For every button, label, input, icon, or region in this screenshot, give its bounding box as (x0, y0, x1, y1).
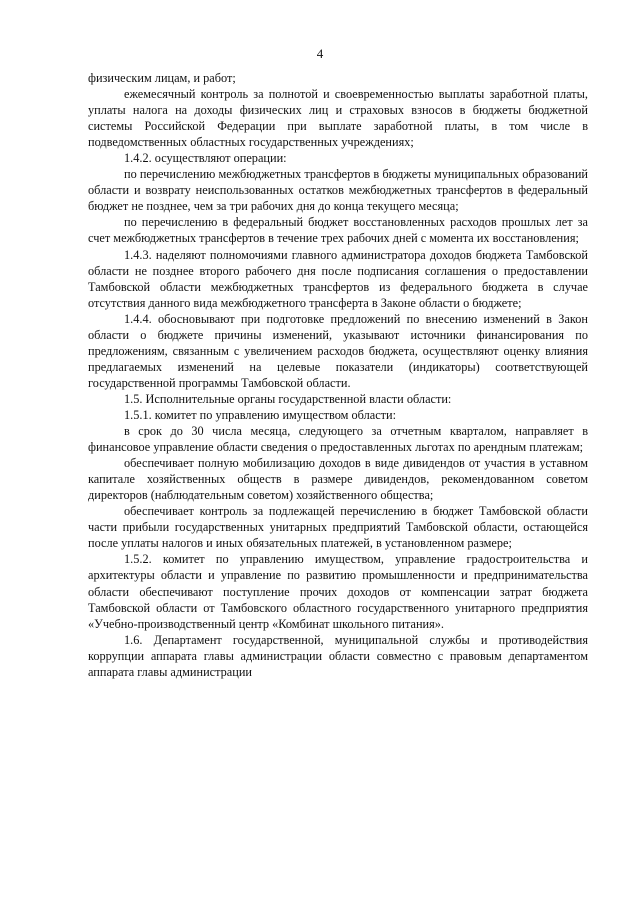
paragraph: физическим лицам, и работ; (88, 71, 236, 85)
paragraph: по перечислению в федеральный бюджет восстановленных расходов прошлых лет за счет межбюджетных трансфертов в течение трех рабочих дней с момента их восстановления; (88, 215, 588, 246)
paragraph: 1.6. Департамент государственной, муниципальной службы и противодействия коррупции аппарата главы администрации области совместно с правовым департаментом аппарата главы администрации (88, 632, 588, 679)
paragraph: 1.4.3. наделяют полномочиями главного администратора доходов бюджета Тамбовской области не позднее второго рабочего дня после подписания соглашения о предоставлении Тамбовской области межбюджетных трансфертов из федерального бюджета в случае отсутствия данного вида межбюджетного трансферта в Законе области о бюджете; (88, 247, 588, 310)
paragraph: в срок до 30 числа месяца, следующего за отчетным кварталом, направляет в финансовое управление области сведения о предоставленных льготах по арендным платежам; (88, 424, 588, 455)
document-body (88, 70, 588, 680)
paragraph: по перечислению межбюджетных трансфертов в бюджеты муниципальных образований области и возврату неиспользованных остатков межбюджетных трансфертов в федеральный бюджет не позднее, чем за три рабочих дня до конца текущего месяца; (88, 167, 588, 214)
paragraph: 1.5.2. комитет по управлению имуществом, управление градостроительства и архитектуры области и управление по развитию промышленности и предпринимательства области обеспечивают поступление прочих доходов от компенсации затрат бюджета Тамбовской области от Тамбовского областного государственного унитарного предприятия «Учебно-производственный центр «Комбинат школьного питания». (88, 552, 588, 631)
paragraph: 1.5.1. комитет по управлению имуществом области: (124, 407, 397, 422)
paragraph: 1.4.4. обосновывают при подготовке предложений по внесению изменений в Закон области о бюджете причины изменений, указывают источники финансирования по предложениям, связанным с увеличением расходов бюджета, осуществляют оценку влияния предлагаемых изменений на целевые показатели (индикаторы) соответствующей государственной программы Тамбовской области. (88, 311, 588, 390)
paragraph: обеспечивает контроль за подлежащей перечислению в бюджет Тамбовской области части прибыли государственных унитарных предприятий Тамбовской области, остающейся после уплаты налогов и иных обязательных платежей, в установленном размере; (88, 504, 588, 551)
paragraph: 1.4.2. осуществляют операции: (124, 151, 287, 166)
page-number: 4 (316, 46, 324, 61)
paragraph: 1.5. Исполнительные органы государственной власти области: (124, 391, 452, 406)
paragraph: ежемесячный контроль за полнотой и своевременностью выплаты заработной платы, уплаты налога на доходы физических лиц и страховых взносов в бюджеты бюджетной системы Российской Федерации при выплате заработной платы, в том числе в подведомственных областных государственных учреждениях; (88, 87, 588, 150)
paragraph: обеспечивает полную мобилизацию доходов в виде дивидендов от участия в уставном капитале хозяйственных обществ в размере дивидендов, рекомендованном советом директоров (наблюдательным советом) хозяйственного общества; (88, 456, 588, 503)
